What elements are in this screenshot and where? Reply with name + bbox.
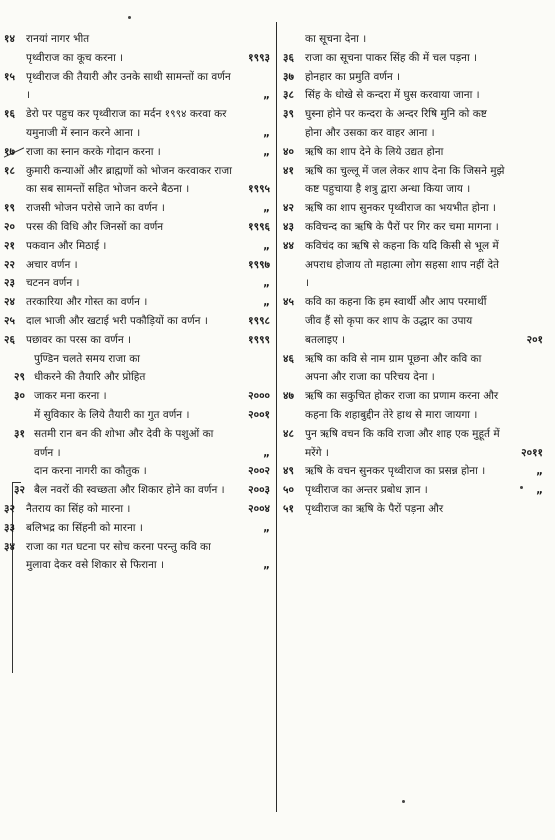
- index-entry: [4, 143, 272, 162]
- index-entry: [4, 218, 272, 237]
- index-entry: [283, 425, 545, 463]
- entry-page-number: १९९६: [248, 220, 270, 233]
- entry-text: पृथ्वीराज का कूच करना ।: [26, 51, 124, 64]
- index-entry: [283, 293, 545, 349]
- entry-text: जाकर मना करना ।: [34, 390, 107, 403]
- index-entry: [283, 500, 545, 519]
- entry-page-number: „: [263, 126, 270, 139]
- entry-number: ४०: [283, 145, 294, 158]
- column-divider: [276, 22, 277, 812]
- index-entry: [283, 481, 545, 500]
- entry-number: १९: [4, 202, 15, 215]
- index-entry: [4, 500, 272, 519]
- index-entry: [4, 425, 272, 463]
- entry-text: पकवान और मिठाई ।: [26, 239, 107, 252]
- entry-number: ३२: [14, 484, 25, 497]
- entry-number: ४६: [283, 352, 294, 365]
- index-entry: [4, 199, 272, 218]
- entry-page-number: १९९५: [248, 183, 270, 196]
- index-entry: [4, 350, 272, 369]
- entry-number: २९: [14, 371, 25, 384]
- entry-text: ऋषि का शाप देने के लिये उद्यत होना: [305, 145, 444, 158]
- entry-text: ऋषि का चुल्लू में जल लेकर शाप देना कि जिसने मुझे कष्ट पहुचाया है शत्रु द्वारा अन्धा किया जाय ।: [305, 164, 505, 196]
- entry-text: में सुविकार के लिये तैयारी का गुत वर्णन ।: [34, 408, 190, 421]
- entry-text: राजा का गत घटना पर सोच करना परन्तु कवि का मुलावा देकर वसे शिकार से फिराना ।: [26, 540, 211, 572]
- entry-number: ४५: [283, 296, 294, 309]
- index-entry: [283, 350, 545, 388]
- index-entry: [283, 86, 545, 105]
- entry-number: ३६: [283, 51, 294, 64]
- entry-page-number: „: [263, 239, 270, 252]
- entry-text: ऋषि का कवि से नाम ग्राम पूछना और कवि का अपना और राजा का परिचय देना ।: [305, 352, 482, 384]
- entry-text: पृथ्वीराज का अन्तर प्रबोध ज्ञान ।: [305, 484, 428, 497]
- entry-page-number: २०००: [248, 390, 270, 403]
- index-entry: [283, 143, 545, 162]
- entry-number: १५: [4, 70, 15, 83]
- entry-text: रानयां नागर भीत: [26, 33, 90, 45]
- entry-text: धीकरने की तैयारि और प्रोहित: [34, 371, 146, 384]
- entry-page-number: २००२: [248, 465, 270, 478]
- index-entry: [4, 406, 272, 425]
- entry-page-number: „: [263, 202, 270, 215]
- index-entry: [4, 49, 272, 68]
- index-entry: [4, 68, 272, 106]
- entry-page-number: „: [536, 465, 543, 478]
- index-entry: [4, 256, 272, 275]
- entry-text: का सूचना देना ।: [305, 33, 367, 45]
- entry-number: ३०: [14, 390, 25, 403]
- entry-text: परस की विधि और जिनसों का वर्णन: [26, 220, 164, 233]
- entry-number: २०: [4, 220, 15, 233]
- index-entry: [4, 519, 272, 538]
- entry-text: ऋषि का सकुचित होकर राजा का प्रणाम करना और कहना कि शहाबुद्दीन तेरे हाथ से मारा जायगा ।: [305, 390, 499, 421]
- entry-text: बैल नवरों की स्वच्छता और शिकार होने का वर्णन ।: [34, 484, 225, 497]
- entry-page-number: „: [263, 277, 270, 290]
- index-entry: [4, 162, 272, 200]
- entry-number: ४१: [283, 164, 294, 177]
- entry-page-number: २००१: [248, 408, 270, 421]
- entry-text: अचार वर्णन ।: [26, 258, 78, 271]
- entry-text: डेरो पर पहुच कर पृथ्वीराज का मर्दन १९९४ करवा कर यमुनाजी में स्नान करने आना ।: [26, 108, 227, 139]
- entry-number: ४३: [283, 220, 294, 233]
- entry-text: राजसी भोजन परोसे जाने का वर्णन ।: [26, 202, 165, 215]
- entry-text: तरकारिया और गोस्त का वर्णन ।: [26, 296, 148, 309]
- entry-number: २४: [4, 296, 15, 309]
- entry-text: ऋषि के वचन सुनकर पृथ्वीराज का प्रसन्न होना ।: [305, 465, 486, 478]
- entry-text: सिंह के धोखे से कन्दरा में घुस करवाया जाना ।: [305, 89, 480, 102]
- index-entry: [283, 68, 545, 87]
- entry-number: ४४: [283, 239, 294, 252]
- index-entry: [4, 538, 272, 576]
- entry-number: ४८: [283, 427, 294, 440]
- index-entry: [283, 162, 545, 200]
- entry-text: सतमी रान बन की शोभा और देवी के पशुओं का वर्णन ।: [34, 427, 214, 459]
- entry-text: कवि का कहना कि हम स्वार्थी और आप परमार्थी जीव हैं सो कृपा कर शाप के उद्धार का उपाय बतलाइए ।: [305, 296, 487, 346]
- index-entry: [4, 331, 272, 350]
- index-entry: [4, 105, 272, 143]
- entry-number: ३१: [14, 427, 25, 440]
- entry-number: ३७: [283, 70, 294, 83]
- entry-number: १४: [4, 33, 15, 45]
- entry-page-number: „: [263, 296, 270, 309]
- entry-page-number: २०११: [521, 446, 543, 459]
- index-entry: [4, 462, 272, 481]
- entry-number: २१: [4, 239, 15, 252]
- entry-number: ४९: [283, 465, 294, 478]
- entry-page-number: १९९३: [248, 51, 270, 64]
- index-entry: [283, 218, 545, 237]
- entry-text: होनहार का प्रमुति वर्णन ।: [305, 70, 401, 83]
- entry-text: कविचन्द का ऋषि के पैरों पर गिर कर चमा मागना ।: [305, 220, 499, 233]
- entry-number: ४२: [283, 202, 294, 215]
- entry-text: दान करना नागरी का कौतुक ।: [34, 465, 147, 478]
- entry-number: ३३: [4, 521, 15, 534]
- entry-page-number: „: [536, 484, 543, 497]
- index-entry: [283, 462, 545, 481]
- entry-page-number: १९९७: [248, 258, 270, 271]
- index-entry: [4, 30, 272, 49]
- entry-text: कुमारी कन्याओं और ब्राह्मणों को भोजन करवाकर राजा का सब सामन्तों सहित भोजन करने बैठना ।: [26, 164, 232, 196]
- index-entry: [283, 237, 545, 293]
- entry-page-number: १९९८: [248, 314, 270, 327]
- entry-page-number: „: [263, 521, 270, 534]
- entry-page-number: „: [263, 559, 270, 572]
- entry-page-number: १९९९: [248, 333, 270, 346]
- index-entry: [4, 312, 272, 331]
- entry-number: ५१: [283, 502, 294, 515]
- index-column-left: [4, 30, 272, 790]
- entry-text: पृथ्वीराज की तैयारी और उनके साथी सामन्तों का वर्णन ।: [26, 70, 231, 102]
- entry-page-number: २०१: [526, 333, 543, 346]
- entry-text: राजा का स्नान करके गोदान करना ।: [26, 145, 161, 158]
- entry-page-number: „: [263, 446, 270, 459]
- entry-page-number: २००४: [248, 502, 270, 515]
- entry-text: बलिभद्र का सिंहनी को मारना ।: [26, 521, 143, 534]
- entry-number: ४७: [283, 390, 294, 403]
- entry-number: २६: [4, 333, 15, 346]
- entry-text: नैतराय का सिंह को मारना ।: [26, 502, 131, 515]
- entry-number: १६: [4, 108, 15, 121]
- entry-text: पृथ्वीराज का ऋषि के पैरों पड़ना और: [305, 502, 444, 515]
- index-entry: [283, 199, 545, 218]
- index-entry: [4, 368, 272, 387]
- entry-text: पुन ऋषि वचन कि कवि राजा और शाह एक मुहूर्त में मरेंगे ।: [305, 427, 500, 459]
- entry-text: कविचंद का ऋषि से कहना कि यदि किसी से भूल में अपराध होजाय तो महात्मा लोग सहसा शाप नहीं देते ।: [305, 239, 500, 290]
- entry-number: ३९: [283, 108, 294, 121]
- ink-speck: [128, 16, 131, 19]
- entry-number: ३४: [4, 540, 15, 553]
- entry-text: पछावर का परस का वर्णन ।: [26, 333, 132, 346]
- entry-number: ३८: [283, 89, 294, 102]
- entry-text: ऋषि का शाप सुनकर पृथ्वीराज का भयभीत होना ।: [305, 202, 496, 215]
- entry-number: २३: [4, 277, 15, 290]
- ink-speck: [402, 800, 405, 803]
- entry-page-number: „: [263, 145, 270, 158]
- index-entry: [4, 237, 272, 256]
- entry-number: १७: [4, 145, 15, 158]
- index-entry: [283, 105, 545, 143]
- entry-number: ३२: [4, 502, 15, 515]
- index-entry: [4, 481, 272, 500]
- entry-text: घुस्ना होने पर कन्दरा के अन्दर रिषि मुनि को कष्ट होना और उसका कर वाहर आना ।: [305, 108, 487, 139]
- index-entry: [4, 274, 272, 293]
- index-entry: [4, 293, 272, 312]
- entry-number: १८: [4, 164, 15, 177]
- entry-number: २२: [4, 258, 15, 271]
- entry-number: ५०: [283, 484, 294, 497]
- entry-number: २५: [4, 314, 15, 327]
- index-column-right: [283, 30, 545, 790]
- entry-text: दाल भाजी और खटाई भरी पकौड़ियों का वर्णन ।: [26, 314, 208, 327]
- index-entry: [283, 49, 545, 68]
- index-entry: [283, 30, 545, 49]
- entry-text: पुण्डिन चलते समय राजा का: [34, 352, 141, 365]
- entry-page-number: २००३: [248, 484, 270, 497]
- index-entry: [4, 387, 272, 406]
- entry-page-number: „: [263, 89, 270, 102]
- index-entry: [283, 387, 545, 425]
- entry-text: राजा का सूचना पाकर सिंह की में चल पड़ना ।: [305, 51, 478, 64]
- entry-text: चटनन वर्णन ।: [26, 277, 80, 290]
